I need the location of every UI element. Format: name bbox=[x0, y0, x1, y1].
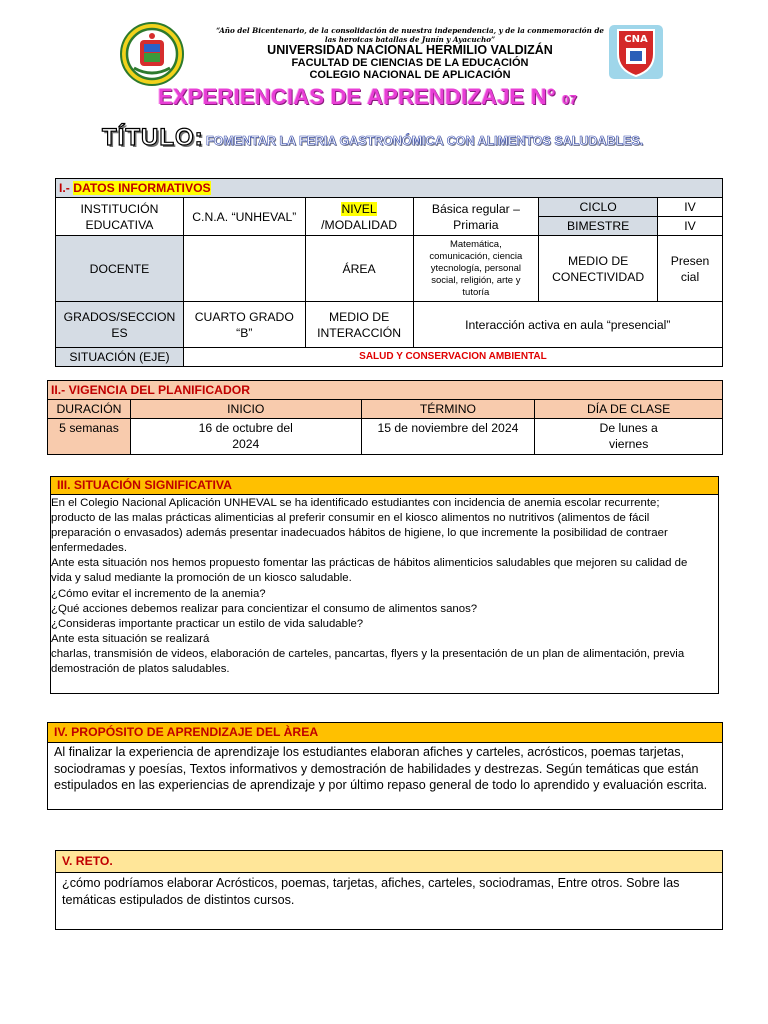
nivel-value: Básica regular – Primaria bbox=[413, 198, 539, 236]
datos-informativos-table bbox=[55, 178, 723, 367]
grados-label: GRADOS/SECCION ES bbox=[56, 302, 184, 348]
nivel-label: NIVEL /MODALIDAD bbox=[305, 198, 413, 236]
ciclo-value: IV bbox=[658, 198, 723, 217]
motto-text: “Año del Bicentenario, de la consolidación de nuestra independencia, y de la conmemoración de las heroicas batallas de Junín y Ayacucho” bbox=[216, 26, 604, 44]
col-dia-clase: DÍA DE CLASE bbox=[535, 400, 723, 419]
medio-conectividad-value: Presen cial bbox=[658, 236, 723, 302]
title-text: FOMENTAR LA FERIA GASTRONÓMICA CON ALIMENTOS SALUDABLES. bbox=[206, 134, 644, 148]
docente-label: DOCENTE bbox=[56, 236, 184, 302]
medio-conectividad-label: MEDIO DE CONECTIVIDAD bbox=[539, 236, 658, 302]
reto-section bbox=[55, 850, 723, 930]
section-ii-heading: II.- VIGENCIA DEL PLANIFICADOR bbox=[48, 381, 723, 400]
proposito-section bbox=[47, 722, 723, 810]
reto-text: ¿cómo podríamos elaborar Acrósticos, poemas, tarjetas, afiches, carteles, sociodramas, Entre otros. Sobre las temáticas estipulados de distintos cursos. bbox=[62, 876, 680, 907]
situacion-significativa-section bbox=[50, 476, 719, 694]
col-duracion: DURACIÓN bbox=[48, 400, 131, 419]
area-value: Matemática, comunicación, ciencia ytecnología, personal social, religión, arte y tutoría bbox=[413, 236, 539, 302]
situacion-value: SALUD Y CONSERVACION AMBIENTAL bbox=[183, 348, 722, 367]
college-name: COLEGIO NACIONAL DE APLICACIÓN bbox=[309, 69, 511, 81]
institucion-value: C.N.A. “UNHEVAL” bbox=[183, 198, 305, 236]
bimestre-value: IV bbox=[658, 217, 723, 236]
section-iv-heading: IV. PROPÓSITO DE APRENDIZAJE DEL ÀREA bbox=[48, 723, 722, 743]
inicio-value: 16 de octubre del 2024 bbox=[130, 419, 361, 455]
docente-value bbox=[183, 236, 305, 302]
college-logo-text: CNA bbox=[624, 34, 648, 45]
university-name: UNIVERSIDAD NACIONAL HERMILIO VALDIZÁN bbox=[267, 43, 553, 57]
grados-value: CUARTO GRADO “B” bbox=[183, 302, 305, 348]
col-inicio: INICIO bbox=[130, 400, 361, 419]
section-i-heading: I.- DATOS INFORMATIVOS bbox=[56, 179, 723, 198]
section-v-heading: V. RETO. bbox=[56, 851, 722, 873]
ciclo-label: CICLO bbox=[539, 198, 658, 217]
section-iii-heading: III. SITUACIÓN SIGNIFICATIVA bbox=[51, 477, 718, 495]
university-seal-logo bbox=[120, 22, 184, 86]
institucion-label: INSTITUCIÓN EDUCATIVA bbox=[56, 198, 184, 236]
area-label: ÁREA bbox=[305, 236, 413, 302]
experience-number: 07 bbox=[562, 92, 578, 107]
title-label: TÍTULO: bbox=[102, 124, 204, 151]
faculty-name: FACULTAD DE CIENCIAS DE LA EDUCACIÓN bbox=[291, 57, 529, 69]
col-termino: TÉRMINO bbox=[361, 400, 535, 419]
medio-interaccion-value: Interacción activa en aula “presencial” bbox=[413, 302, 722, 348]
situacion-significativa-text: En el Colegio Nacional Aplicación UNHEVAL se ha identificado estudiantes con incidencia de anemia escolar recurrente; producto de las malas prácticas alimenticias al preferir consumir en el kiosco alimentos no nutritivos (alimentos de fácil preparación o envasados) además presentar inadecuados hábitos de higiene, lo que incremente la posibilidad de contraer enfermedades. Ante esta situación nos hemos propuesto fomentar las prácticas de hábitos alimenticios saludables que mejoren su calidad de vida y salud mediante la promoción de un kiosco saludable. ¿Cómo evitar el incremento de la anemia? ¿Qué acciones debemos realizar para concientizar el consumo de alimentos sanos? ¿Consideras importante practicar un estilo de vida saludable? Ante esta situación se realizará charlas, transmisión de videos, elaboración de carteles, pancartas, flyers y la presentación de un plan de alimentación, previa demostración de platos saludables. bbox=[51, 497, 688, 676]
vigencia-table bbox=[47, 380, 723, 455]
dia-clase-value: De lunes a viernes bbox=[535, 419, 723, 455]
duracion-value: 5 semanas bbox=[48, 419, 131, 455]
college-shield-logo bbox=[608, 24, 664, 80]
proposito-text: Al finalizar la experiencia de aprendizaje los estudiantes elaboran afiches y carteles, acrósticos, poemas tarjetas, sociodramas y poesías, Textos informativos y demostración de habilidades y destrezas. Según temáticas que están estipulados en las experiencias de aprendizaje y por último repaso general de todo lo aprendido y evaluación escrita. bbox=[54, 745, 708, 792]
situacion-label: SITUACIÓN (EJE) bbox=[56, 348, 184, 367]
bimestre-label: BIMESTRE bbox=[539, 217, 658, 236]
termino-value: 15 de noviembre del 2024 bbox=[361, 419, 535, 455]
experience-title: EXPERIENCIAS DE APRENDIZAJE N° 07 bbox=[158, 84, 578, 109]
medio-interaccion-label: MEDIO DE INTERACCIÓN bbox=[305, 302, 413, 348]
